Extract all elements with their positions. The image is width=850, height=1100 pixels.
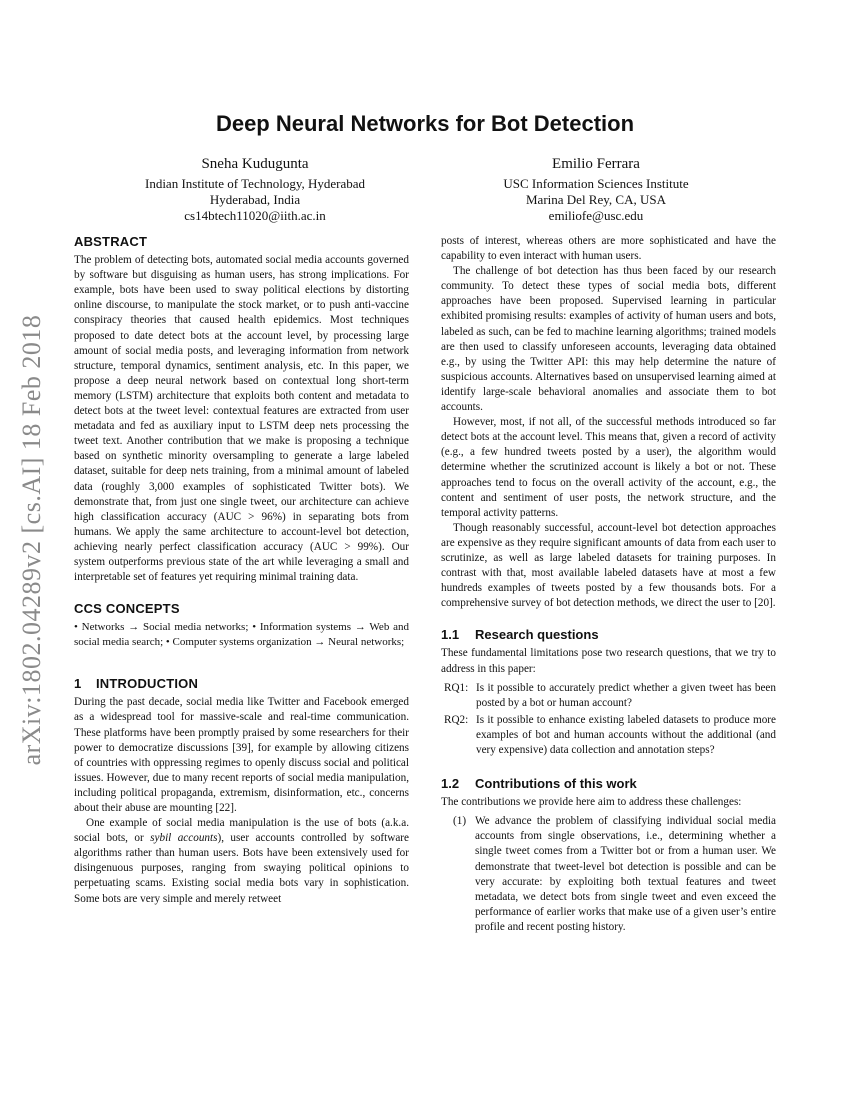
right-paragraph-2: However, most, if not all, of the successful methods introduced so far detect bots at the account level. This means that, given a record of activity (e.g., a few hundred tweets posted by a user), the algorithm would determine whether the scrutinized account is likely a bot or not. These approaches tend to focus on the overall activity of the account, e.g., the content and sentiment of user posts, the network structure, and the temporal activity patterns. [441, 416, 776, 519]
ccs-text: • Networks → Social media networks; • Information systems → Web and social media search; • Computer systems organization → Neural networks; [74, 621, 409, 649]
paper-title: Deep Neural Networks for Bot Detection [215, 111, 635, 136]
right-paragraph-0: posts of interest, whereas others are more sophisticated and have the capability to even interact with human users. [441, 235, 776, 263]
author-location: Hyderabad, India [209, 192, 301, 207]
research-questions-heading [441, 627, 776, 642]
author-block-2 [416, 155, 776, 224]
arxiv-stamp-text: arXiv:1802.04289v2 [cs.AI] 18 Feb 2018 [17, 314, 46, 766]
rq-text: Is it possible to enhance existing labeled datasets to produce more examples of bot and human accounts without the additional (and very expensive) data collection and annotation steps? [476, 713, 776, 756]
author-name: Emilio Ferrara [552, 156, 640, 172]
abstract-heading: ABSTRACT [74, 234, 148, 249]
intro-paragraph-2: One example of social media manipulation is the use of bots (a.k.a. social bots, or sybil accounts), user accounts controlled by software algorithms rather than human users. Bots have been extensively used for disingenuous purposes, ranging from swaying political opinions to perpetuating scams. Existing social media bots vary in sophistication. Some bots are very simple and merely retweet [74, 817, 409, 905]
author-email: cs14btech11020@iith.ac.in [184, 208, 326, 223]
contributions-heading [441, 776, 776, 791]
emphasis-sybil: sybil accounts [150, 832, 218, 845]
left-column [74, 234, 409, 907]
author-affiliation: USC Information Sciences Institute [503, 176, 689, 191]
right-paragraph-1: The challenge of bot detection has thus been faced by our research community. To detect these types of social media bots, different approaches have been proposed. Supervised learning in particular exhibited promising results: examples of activity of human users and bots, labeled as such, can be fed to machine learning algorithms; trained models are then used to classify unforeseen accounts, leveraging data obtained e.g., by using the Twitter API: this may help determine the nature of suspicious accounts. Alternatives based on unsupervised learning aimed at identify large-scale behavioral anomalies and associate them to bot accounts. [441, 265, 776, 414]
research-question-item [441, 681, 776, 711]
rq-label: RQ2: [444, 713, 469, 726]
contrib-label: (1) [453, 815, 467, 828]
arxiv-stamp [12, 300, 52, 780]
section-number: 1 [74, 676, 82, 692]
research-question-item [441, 713, 776, 758]
introduction-heading [74, 676, 409, 691]
author-email: emiliofe@usc.edu [548, 208, 644, 223]
author-name: Sneha Kudugunta [201, 156, 309, 172]
author-block-1 [75, 155, 435, 224]
section-number: 1.2 [441, 776, 460, 792]
intro-paragraph-1: During the past decade, social media like Twitter and Facebook emerged as a widespread tool for massive-scale and real-time communication. These platforms have been promptly praised by some researchers for their power to democratize discussions [39], for example by allowing citizens of countries with oppressing regimes to openly discuss social and political issues. However, due to many recent reports of social media manipulation, including political propaganda, extremism, disinformation, etc., concerns about their abuse are mounting [22]. [74, 696, 409, 814]
right-paragraph-3: Though reasonably successful, account-level bot detection approaches are expensive as they require significant amounts of data from each user to scrutinize, as well as large labeled datasets for training purposes. In contrast with that, most available labeled datasets have at most a few hundreds examples of tweets posted by a few thousands bots. For a comprehensive survey of bot detection methods, we direct the user to [20]. [441, 521, 776, 610]
contrib-text: We advance the problem of classifying individual social media accounts from single observations, i.e., determining whether a single tweet comes from a Twitter bot or from a human user. We demonstrate that tweet-level bot detection is possible and can be very accurate: by exploiting both textual features and tweet metadata, we detect bots from single tweet and even exceed the performance of earlier works that make use of a given user’s entire profile and recent posting history. [475, 815, 776, 933]
rq-text: Is it possible to accurately predict whether a given tweet has been posted by a bot or human account? [476, 681, 776, 709]
ccs-heading: CCS CONCEPTS [74, 601, 180, 617]
right-column [441, 234, 776, 935]
contribution-item [453, 814, 776, 935]
rq-intro: These fundamental limitations pose two research questions, that we try to address in this paper: [441, 647, 776, 675]
contrib-intro: The contributions we provide here aim to address these challenges: [441, 796, 742, 809]
rq-label: RQ1: [444, 681, 469, 694]
ccs-concepts-text [74, 620, 409, 650]
author-affiliation: Indian Institute of Technology, Hyderabad [144, 176, 366, 191]
section-title: INTRODUCTION [96, 676, 199, 692]
author-location: Marina Del Rey, CA, USA [526, 192, 666, 207]
abstract-text: The problem of detecting bots, automated social media accounts governed by software but disguising as human users, has strong implications. For example, bots have been used to sway political elections by distorting online discourse, to manipulate the stock market, or to push anti-vaccine conspiracy theories that caused health epidemics. Most techniques proposed to date detect bots at the account level, by processing large amount of social media posts, and leveraging information from network structure, temporal dynamics, sentiment analysis, etc. In this paper, we propose a deep neural network based on contextual long short-term memory (LSTM) architecture that exploits both content and metadata to detect bots at the tweet level: contextual features are extracted from user metadata and fed as auxiliary input to LSTM deep nets processing the tweet text. Another contribution that we make is proposing a technique based on synthetic minority oversampling to generate a large labeled dataset, suitable for deep nets training, from a minimal amount of labeled data (roughly 3,000 examples of sophisticated Twitter bots). We demonstrate that, from just one single tweet, our architecture can achieve high classification accuracy (AUC > 96%) in separating bots from humans. We apply the same architecture to account-level bot detection, achieving nearly perfect classification accuracy (AUC > 99%). Our system outperforms previous state of the art while leveraging a small and interpretable set of features yet requiring minimal training data. [74, 254, 409, 584]
section-title: Contributions of this work [475, 776, 637, 792]
section-title: Research questions [475, 627, 599, 643]
section-number: 1.1 [441, 627, 460, 643]
